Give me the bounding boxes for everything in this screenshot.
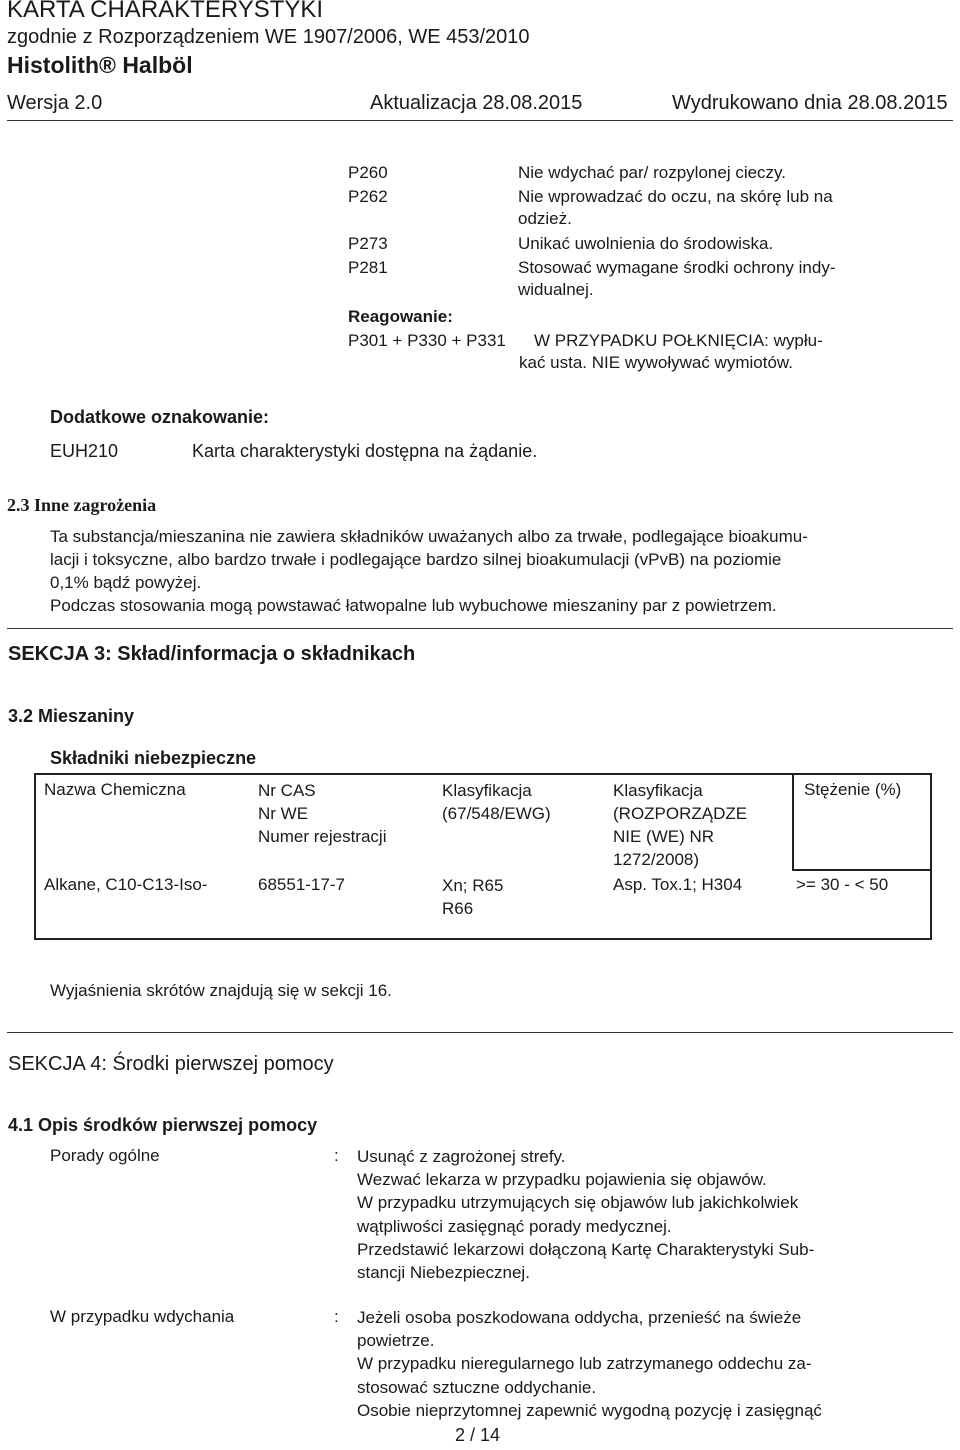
header-divider <box>7 120 953 121</box>
additional-labelling-heading: Dodatkowe oznakowanie: <box>50 407 270 427</box>
label-separator: : <box>334 1307 339 1326</box>
response-text: W PRZYPADKU POŁKNIĘCIA: wypłu- kać usta. NIE wywoływać wymiotów. <box>519 331 823 372</box>
euh-code: EUH210 <box>50 441 119 461</box>
p-code: P273 <box>348 234 388 253</box>
component-concentration: >= 30 - < 50 <box>796 875 889 894</box>
inhalation-text: Jeżeli osoba poszkodowana oddycha, przenieść na świeże powietrze. W przypadku nieregularnego lub zatrzymanego oddechu za- stosować sztuczne oddychanie. Osobie nieprzytomnej zapewnić wygodną pozycję i zasięgnąć <box>357 1308 822 1420</box>
section-4-1-heading: 4.1 Opis środków pierwszej pomocy <box>8 1115 318 1135</box>
section-divider <box>7 1032 953 1033</box>
hazardous-components-title: Składniki niebezpieczne <box>50 748 257 768</box>
p-text: Nie wprowadzać do oczu, na skórę lub na odzież. <box>518 187 833 228</box>
col-header-name: Nazwa Chemiczna <box>44 780 186 799</box>
update-date: Aktualizacja 28.08.2015 <box>370 92 583 114</box>
col-header-ids: Nr CAS Nr WE Numer rejestracji <box>258 781 387 846</box>
print-date: Wydrukowano dnia 28.08.2015 <box>672 92 948 114</box>
section-divider <box>7 628 953 629</box>
section-2-3-heading: 2.3 Inne zagrożenia <box>7 495 157 515</box>
abbreviations-note: Wyjaśnienia skrótów znajdują się w sekcji 16. <box>50 981 392 1000</box>
component-name: Alkane, C10-C13-Iso- <box>44 875 208 894</box>
p-code: P281 <box>348 258 388 277</box>
version-label: Wersja 2.0 <box>7 92 103 114</box>
response-code: P301 + P330 + P331 <box>348 331 506 350</box>
product-name: Histolith® Halböl <box>7 52 193 78</box>
p-text: Stosować wymagane środki ochrony indy- widualnej. <box>518 258 836 299</box>
response-heading: Reagowanie: <box>348 307 453 326</box>
section-3-2-heading: 3.2 Mieszaniny <box>8 706 135 726</box>
section-2-3-text: Ta substancja/mieszanina nie zawiera składników uważanych albo za trwałe, podlegające bioakumu- lacji i toksyczne, albo bardzo trwałe i podlegające bardzo silnej bioakumulacji (vPvB) na poziomie 0,1% bądź powyżej. Podczas stosowania mogą powstawać łatwopalne lub wybuchowe mieszaniny par z powietrzem. <box>50 527 808 615</box>
regulation-line: zgodnie z Rozporządzeniem WE 1907/2006, WE 453/2010 <box>7 26 530 48</box>
euh-text: Karta charakterystyki dostępna na żądanie. <box>192 441 538 461</box>
p-code: P262 <box>348 187 388 206</box>
page-number: 2 / 14 <box>455 1425 501 1445</box>
section-3-heading: SEKCJA 3: Skład/informacja o składnikach <box>8 643 416 665</box>
general-advice-label: Porady ogólne <box>50 1146 160 1165</box>
p-text: Unikać uwolnienia do środowiska. <box>518 234 774 253</box>
inhalation-label: W przypadku wdychania <box>50 1307 235 1326</box>
component-cas: 68551-17-7 <box>258 875 345 894</box>
general-advice-text: Usunąć z zagrożonej strefy. Wezwać lekarza w przypadku pojawienia się objawów. W przypadku utrzymujących się objawów lub jakichkolwiek wątpliwości zasięgnąć porady medycznej. Przedstawić lekarzowi dołączoną Kartę Charakterystyki Sub- stancji Niebezpiecznej. <box>357 1147 815 1283</box>
col-header-class-1272: Klasyfikacja (ROZPORZĄDZE NIE (WE) NR 1272/2008) <box>613 781 748 869</box>
component-class-67-548: Xn; R65 R66 <box>442 876 504 918</box>
component-class-1272: Asp. Tox.1; H304 <box>613 875 743 894</box>
label-separator: : <box>334 1146 339 1165</box>
section-4-heading: SEKCJA 4: Środki pierwszej pomocy <box>8 1053 334 1075</box>
document-title: KARTA CHARAKTERYSTYKI <box>7 0 324 23</box>
p-code: P260 <box>348 163 388 182</box>
col-header-concentration: Stężenie (%) <box>804 780 902 799</box>
p-text: Nie wdychać par/ rozpylonej cieczy. <box>518 163 787 182</box>
col-header-class-67-548: Klasyfikacja (67/548/EWG) <box>442 781 551 823</box>
